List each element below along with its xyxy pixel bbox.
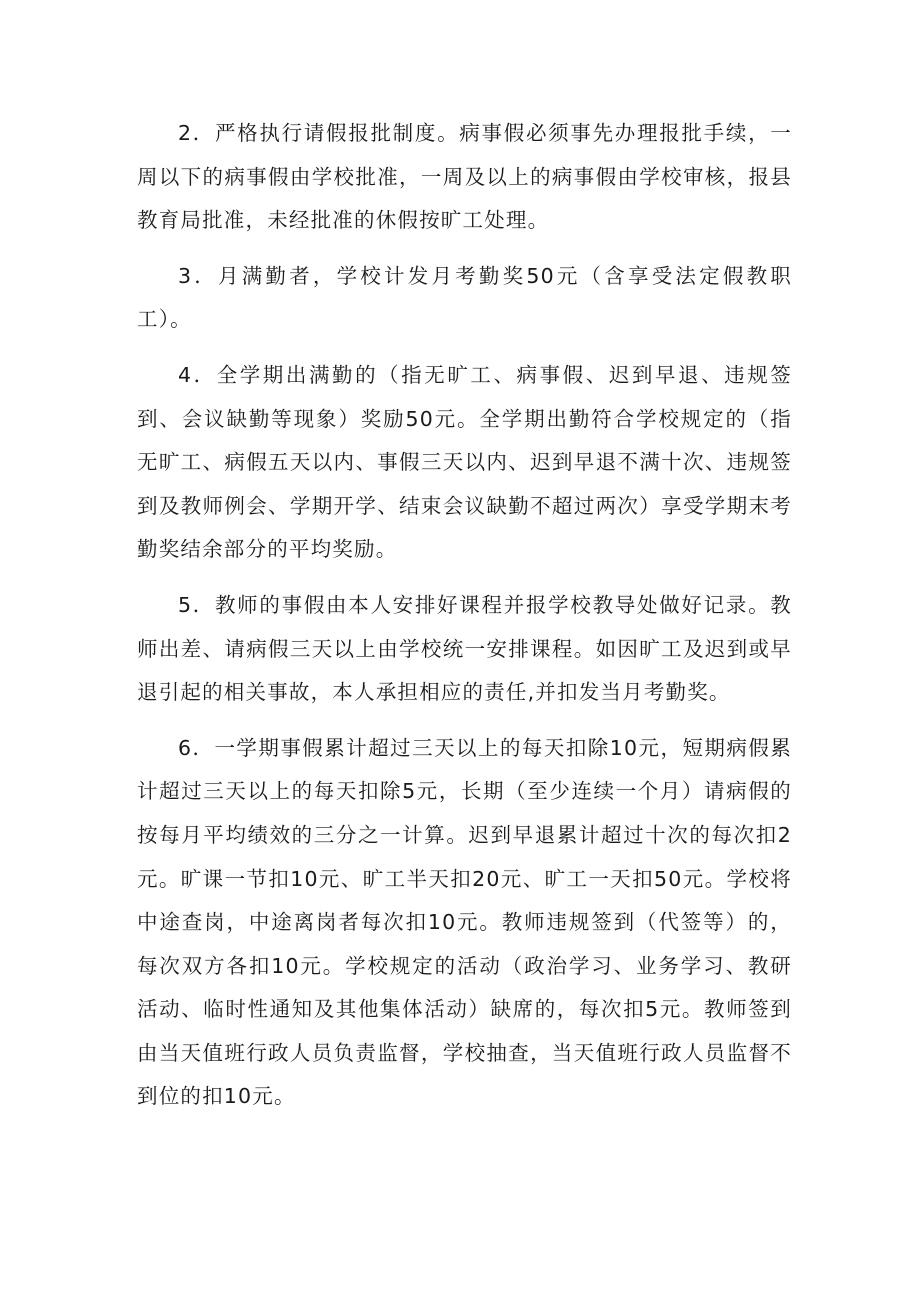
paragraph-item-2: 2．严格执行请假报批制度。病事假必须事先办理报批手续，一周以下的病事假由学校批准，一周及以上的病事假由学校审核，报县教育局批准，未经批准的休假按旷工处理。 bbox=[137, 121, 792, 233]
paragraph-item-5: 5．教师的事假由本人安排好课程并报学校教导处做好记录。教师出差、请病假三天以上由学校统一安排课程。如因旷工及迟到或早退引起的相关事故，本人承担相应的责任,并扣发当月考勤奖。 bbox=[137, 592, 792, 705]
document-body bbox=[137, 112, 792, 1131]
paragraph-item-3: 3．月满勤者，学校计发月考勤奖50元（含享受法定假教职工）。 bbox=[137, 263, 792, 332]
paragraph-item-4: 4．全学期出满勤的（指无旷工、病事假、迟到早退、违规签到、会议缺勤等现象）奖励50元。全学期出勤符合学校规定的（指无旷工、病假五天以内、事假三天以内、迟到早退不满十次、违规签到及教师例会、学期开学、结束会议缺勤不超过两次）享受学期末考勤奖结余部分的平均奖励。 bbox=[137, 362, 792, 562]
paragraph-item-6: 6．一学期事假累计超过三天以上的每天扣除10元，短期病假累计超过三天以上的每天扣除5元，长期（至少连续一个月）请病假的按每月平均绩效的三分之一计算。迟到早退累计超过十次的每次扣2元。旷课一节扣10元、旷工半天扣20元、旷工一天扣50元。学校将中途查岗，中途离岗者每次扣10元。教师违规签到（代签等）的，每次双方各扣10元。学校规定的活动（政治学习、业务学习、教研活动、临时性通知及其他集体活动）缺席的，每次扣5元。教师签到由当天值班行政人员负责监督，学校抽查，当天值班行政人员监督不到位的扣10元。 bbox=[137, 735, 792, 1109]
